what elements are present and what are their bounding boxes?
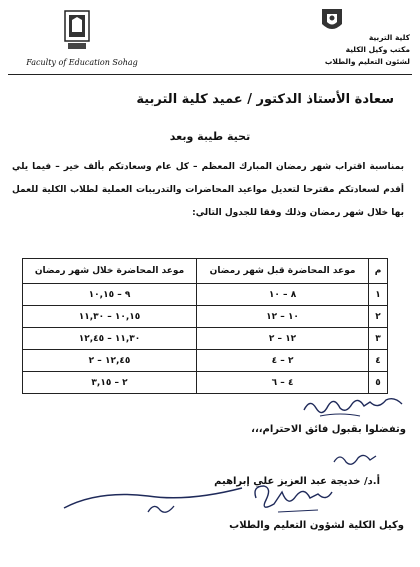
faculty-line: مكتب وكيل الكلية	[345, 45, 410, 54]
row-number: ١	[369, 284, 388, 306]
time-before: ٢ – ٤	[197, 350, 369, 372]
faculty-name-arabic	[280, 32, 410, 68]
faculty-line: لشئون التعليم والطلاب	[324, 57, 410, 66]
row-number: ٢	[369, 306, 388, 328]
column-header-number: م	[369, 259, 388, 284]
signer-signature	[58, 482, 248, 518]
signer-title: وكيل الكلية لشؤون التعليم والطلاب	[229, 520, 404, 531]
handwritten-initial-signature	[330, 448, 380, 470]
table-header-row	[23, 259, 388, 284]
header-divider	[8, 74, 412, 75]
university-emblem-icon	[62, 8, 92, 52]
greeting: تحية طيبة وبعد	[169, 130, 251, 143]
column-header-before-ramadan: موعد المحاضرة قبل شهر رمضان	[197, 259, 369, 284]
time-during: ٩ – ١٠,١٥	[23, 284, 197, 306]
time-during: ١٠,١٥ – ١١,٣٠	[23, 306, 197, 328]
faculty-name-english: Faculty of Education Sohag	[26, 58, 138, 67]
row-number: ٥	[369, 372, 388, 394]
time-before: ١٠ – ١٢	[197, 306, 369, 328]
dean-approval-signature	[248, 478, 338, 518]
row-number: ٤	[369, 350, 388, 372]
signer-name: أ.د/ خديجة عبد العزيز علي إبراهيم	[214, 476, 380, 487]
time-before: ٨ – ١٠	[197, 284, 369, 306]
column-header-during-ramadan: موعد المحاضرة خلال شهر رمضان	[23, 259, 197, 284]
table-row	[23, 328, 388, 350]
table-row	[23, 284, 388, 306]
time-during: ٢ – ٣,١٥	[23, 372, 197, 394]
table-row	[23, 306, 388, 328]
faculty-line: كلية التربية	[368, 33, 410, 42]
handwritten-note-signature	[300, 392, 406, 422]
time-during: ١٢,٤٥ – ٢	[23, 350, 197, 372]
table-row	[23, 372, 388, 394]
time-during: ١١,٣٠ – ١٢,٤٥	[23, 328, 197, 350]
closing-line: وتفضلوا بقبول فائق الاحترام،،،	[251, 424, 406, 435]
time-before: ١٢ – ٢	[197, 328, 369, 350]
letter-body: بمناسبة اقتراب شهر رمضان المبارك المعظم – كل عام وسعادتكم بألف خير – فيما يلي أقدم لسعادتكم مقترحا لتعديل مواعيد المحاضرات والتدريبات العملية لطلاب الكلية للعمل بها خلال شهر رمضان وذلك وفقا للجدول التالي:	[12, 162, 404, 218]
table-row	[23, 350, 388, 372]
time-before: ٤ – ٦	[197, 372, 369, 394]
schedule-table	[22, 258, 388, 394]
row-number: ٣	[369, 328, 388, 350]
addressee-line: سعادة الأستاذ الدكتور / عميد كلية التربية	[136, 92, 394, 107]
